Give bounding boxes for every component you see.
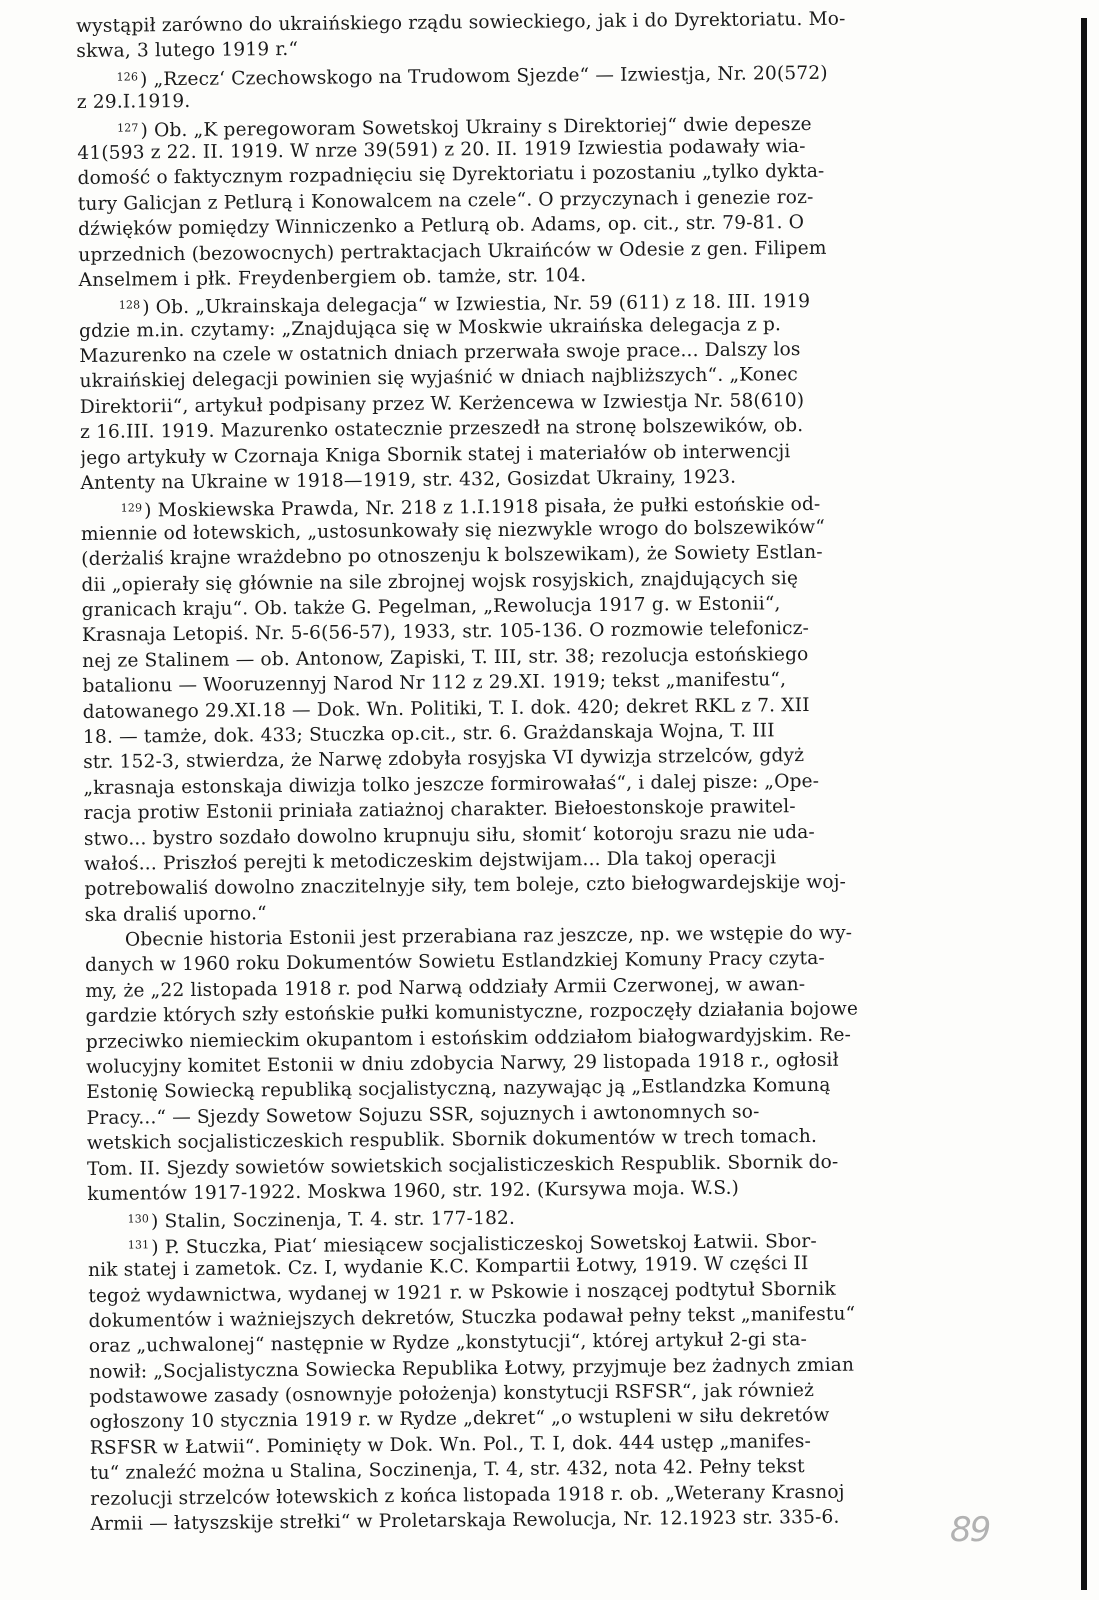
line-text: wystąpił zarówno do ukraińskiego rządu sowieckiego, jak i do Dyrektoriatu. Mo- <box>76 8 846 37</box>
footnote-number: 131 <box>127 1238 150 1252</box>
line-text: Estonię Sowiecką republiką socjalistyczną, nazywając ją „Estlandzka Komuną <box>86 1075 831 1104</box>
line-text: 41(593 z 22. II. 1919. W nrze 39(591) z 20. II. 1919 Izwiestia podawały wia- <box>77 135 806 164</box>
line-text: Krasnaja Letopiś. Nr. 5-6(56-57), 1933, str. 105-136. O rozmowie telefonicz- <box>81 618 810 647</box>
footnote-number: 130 <box>127 1212 150 1226</box>
line-text: nowił: „Socjalistyczna Sowiecka Republika Łotwy, przyjmuje bez żadnych zmian <box>88 1354 855 1383</box>
line-text: Direktorii“, artykuł podpisany przez W. Kerżencewa w Izwiestja Nr. 58(610) <box>79 389 805 418</box>
line-text: Antenty na Ukraine w 1918—1919, str. 432, Gosizdat Ukrainy, 1923. <box>80 466 737 495</box>
line-text: skwa, 3 lutego 1919 r.“ <box>76 39 299 63</box>
line-text: kumentów 1917-1922. Moskwa 1960, str. 192. (Kursywa moja. W.S.) <box>87 1177 740 1205</box>
line-text: ) P. Stuczka, Piat‘ miesiącew socjalisticzeskoj Sowetskoj Łatwii. Sbor- <box>151 1230 817 1259</box>
line-text: ukraińskiej delegacji powinien się wyjaśnić w dniach najbliższych“. „Konec <box>79 364 799 393</box>
line-text: Obecnie historia Estonii jest przerabiana raz jeszcze, np. we wstępie do wy- <box>124 922 853 951</box>
line-text: racja protiw Estonii priniała zatiażnoj charakter. Biełoestonskoje prawitel- <box>83 796 796 825</box>
footnote-number: 128 <box>118 298 141 312</box>
line-text: 18. — tamże, dok. 433; Stuczka op.cit., str. 6. Grażdanskaja Wojna, T. III <box>82 720 775 748</box>
line-text: Mazurenko na czele w ostatnich dniach przerwała swoje prace... Dalszy los <box>79 339 801 368</box>
footnote-number: 129 <box>120 501 143 516</box>
line-text: dźwięków pomiędzy Winniczenko a Petlurą ob. Adams, op. cit., str. 79-81. O <box>77 212 805 241</box>
footnote-number: 127 <box>117 120 139 135</box>
line-text: wolucyjny komitet Estonii w dniu zdobycia Narwy, 29 listopada 1918 r., ogłosił <box>86 1049 839 1078</box>
line-text: Pracy...“ — Sjezdy Sowetow Sojuzu SSR, sojuznych i awtonomnych so- <box>86 1101 760 1129</box>
line-text: ) Moskiewska Prawda, Nr. 218 z 1.I.1918 pisała, że pułki estońskie od- <box>144 494 821 522</box>
line-text: rezolucji strzelców łotewskich z końca listopada 1918 r. ob. „Weterany Krasnoj <box>90 1481 845 1510</box>
line-text: tegoż wydawnictwa, wydanej w 1921 r. w Pskowie i noszącej podtytuł Sbornik <box>88 1278 836 1307</box>
line-text: ogłoszony 10 stycznia 1919 r. w Rydze „dekret“ „o wstupleni w siłu dekretów <box>89 1405 830 1434</box>
line-text: batalionu — Wooruzennyj Narod Nr 112 z 29.XI. 1919; tekst „manifestu“, <box>82 669 787 698</box>
line-text: gardzie których szły estońskie pułki komunistyczne, rozpoczęły działania bojowe <box>85 998 859 1028</box>
line-text: oraz „uchwalonej“ następnie w Rydze „konstytucji“, której artykuł 2-gi sta- <box>88 1329 808 1358</box>
line-text: miennie od łotewskich, „ustosunkowały się niezwykle wrogo do bolszewików“ <box>80 516 826 545</box>
line-text: Anselmem i płk. Freydenbergiem ob. tamże, str. 104. <box>78 265 587 291</box>
line-text: ) Ob. „Ukrainskaja delegacja“ w Izwiestia, Nr. 59 (611) z 18. III. 1919 <box>142 291 811 319</box>
line-text: dokumentów i ważniejszych dekretów, Stuczka podawał pełny tekst „manifestu“ <box>88 1303 856 1332</box>
line-text: wetskich socjalisticzeskich respublik. Sbornik dokumentów w trech tomach. <box>86 1126 818 1155</box>
line-text: z 16.III. 1919. Mazurenko ostatecznie przeszedł na stronę bolszewików, ob. <box>79 415 804 444</box>
line-text: gdzie m.in. czytamy: „Znajdująca się w Moskwie ukraińska delegacja z p. <box>78 313 782 342</box>
line-text: str. 152-3, stwierdza, że Narwę zdobyła rosyjska VI dywizja strzelców, gdyż <box>83 745 805 774</box>
line-text: (derżaliś krajne wrażdebno po otnoszenju k bolszewikam), że Sowiety Estlan- <box>81 542 823 571</box>
line-text: potrebowaliś dowolno znaczitelnyje siły, tem boleje, czto biełogwardejskije woj- <box>84 871 847 901</box>
line-text: RSFSR w Łatwii“. Pominięty w Dok. Wn. Pol., T. I, dok. 444 ustęp „manifes- <box>89 1430 812 1459</box>
line-text: nej ze Stalinem — ob. Antonow, Zapiski, T. III, str. 38; rezolucja estońskiego <box>82 643 809 672</box>
line-text: ) „Rzecz‘ Czechowskogo na Trudowom Sjezde“ — Izwiestja, Nr. 20(572) <box>139 62 828 91</box>
line-text: jego artykuły w Czornaja Kniga Sbornik statej i materiałów ob interwencji <box>80 440 791 469</box>
line-text: tury Galicjan z Petlurą i Konowalcem na czele“. O przyczynach i genezie roz- <box>77 186 814 215</box>
line-text: granicach kraju“. Ob. także G. Pegelman, „Rewolucja 1917 g. w Estonii“, <box>81 593 781 621</box>
line-text: Tom. II. Sjezdy sowietów sowietskich socjalisticzeskich Respublik. Sbornik do- <box>86 1151 839 1180</box>
line-text: tu“ znaleźć można u Stalina, Soczinenja, T. 4, str. 432, nota 42. Pełny tekst <box>89 1456 805 1485</box>
line-text: uprzednich (bezowocnych) pertraktacjach Ukraińców w Odesie z gen. Filipem <box>78 237 827 266</box>
line-text: stwo... bystro sozdało dowolno krupnuju siłu, słomit‘ kotoroju srazu nie uda- <box>83 821 816 850</box>
page-number: 89 <box>950 1510 990 1550</box>
line-text: ) Stalin, Soczinenja, T. 4. str. 177-182. <box>150 1208 516 1233</box>
line-text: datowanego 29.XI.18 — Dok. Wn. Politiki, T. I. dok. 420; dekret RKL z 7. XII <box>82 694 810 723</box>
line-text: wałoś... Priszłoś perejti k metodiczeskim dejstwijam... Dla takoj operacji <box>84 847 777 875</box>
line-text: przeciwko niemieckim okupantom i estońskim oddziałom białogwardyjskim. Re- <box>85 1024 852 1053</box>
line-text: danych w 1960 roku Dokumentów Sowietu Estlandzkiej Komuny Pracy czyta- <box>85 948 826 977</box>
line-text: my, że „22 listopada 1918 r. pod Narwą oddziały Armii Czerwonej, w awan- <box>85 973 806 1002</box>
footnote-number: 126 <box>116 70 139 84</box>
line-text: ) Ob. „K peregoworam Sowetskoj Ukrainy s Direktoriej“ dwie depesze <box>140 113 812 141</box>
line-text: ska draliś uporno.“ <box>84 902 267 926</box>
line-text: dii „opierały się głównie na sile zbrojnej wojsk rosyjskich, znajdujących się <box>81 567 799 596</box>
document-page <box>76 6 971 1538</box>
line-text: „krasnaja estonskaja diwizja tolko jeszcze formirowałaś“, i dalej pisze: „Ope- <box>83 770 820 799</box>
scan-edge <box>1081 18 1087 1590</box>
line-text: z 29.I.1919. <box>76 91 191 114</box>
line-text: podstawowe zasady (osnownyje położenja) konstytucji RSFSR“, jak również <box>89 1380 815 1409</box>
line-text: nik statej i zametok. Cz. I, wydanie K.C. Kompartii Łotwy, 1919. W części II <box>87 1253 809 1282</box>
line-text: domość o faktycznym rozpadnięciu się Dyrektoriatu i pozostaniu „tylko dykta- <box>77 161 825 190</box>
line-text: Armii — łatyszskije strełki“ w Proletarskaja Rewolucja, Nr. 12.1923 str. 335-6. <box>90 1506 840 1535</box>
